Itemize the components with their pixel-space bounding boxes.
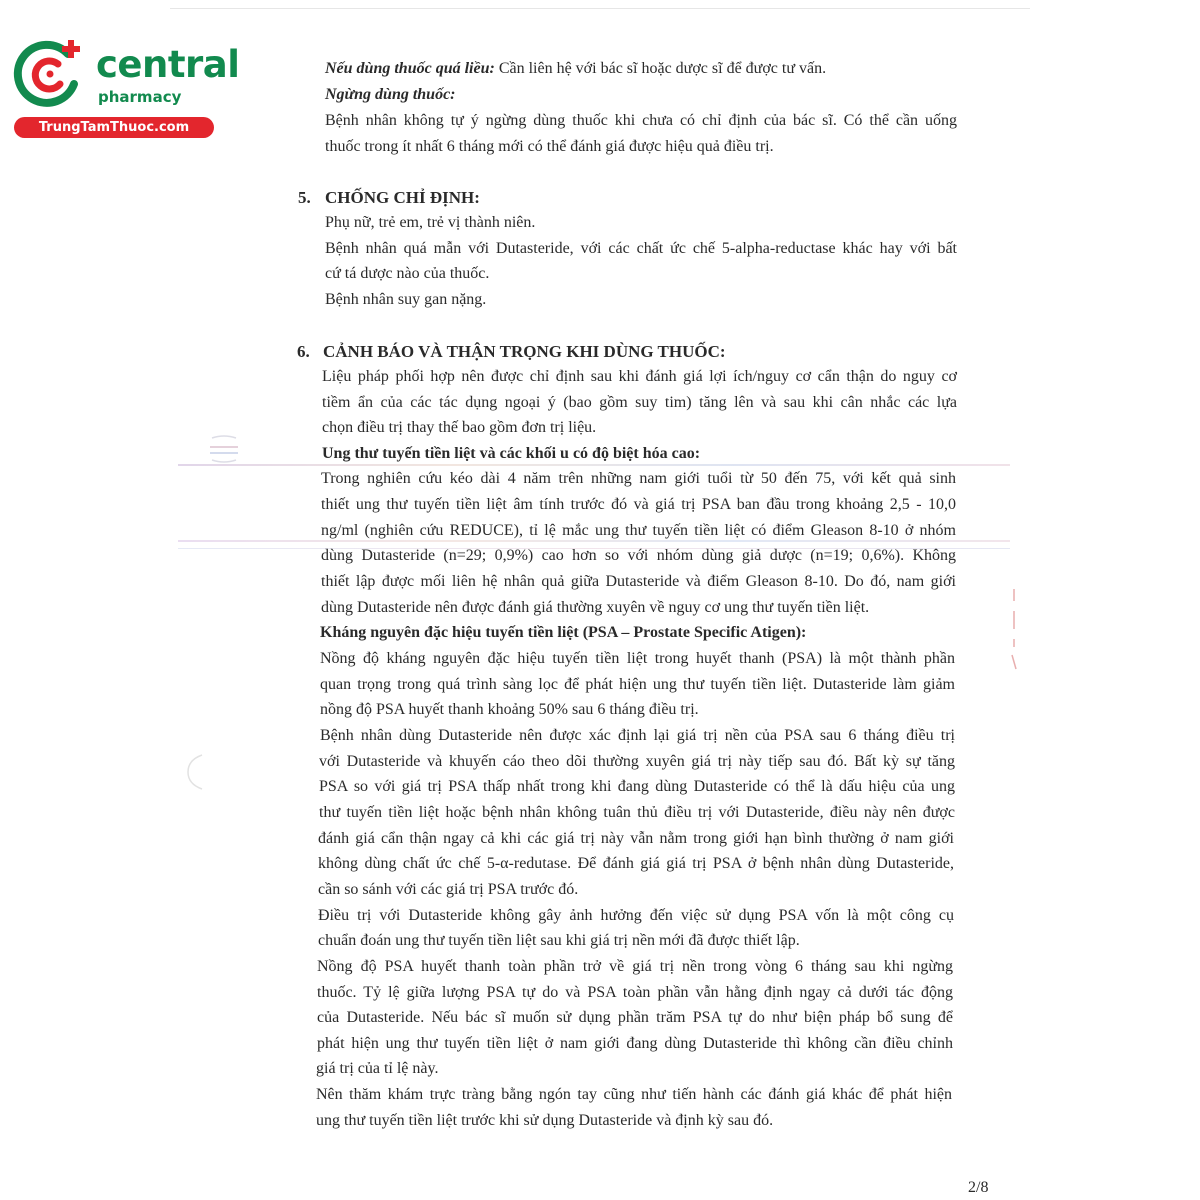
paragraph-line: Phụ nữ, trẻ em, trẻ vị thành niên.: [325, 214, 536, 231]
scan-artifact-edge-mark: [1008, 585, 1024, 671]
paragraph-line: Bệnh nhân suy gan nặng.: [325, 291, 487, 308]
paragraph-line: Điều trị với Dutasteride không gây ảnh hưởng đến việc sử dụng PSA vốn là một công cụ: [318, 907, 954, 924]
scan-artifact-mark: [208, 434, 240, 464]
overdose-text: Cần liên hệ với bác sĩ hoặc dược sĩ để được tư vấn.: [494, 60, 827, 77]
overdose-line: [325, 58, 826, 80]
overdose-label: Nếu dùng thuốc quá liều:: [325, 60, 495, 77]
paragraph-line: tiềm ẩn của các tác dụng ngoại ý (bao gồm suy tim) tăng lên và sau khi cân nhắc các lựa: [322, 394, 957, 411]
paragraph-line: đánh giá cẩn thận ngay cả khi các giá trị này vẫn nằm trong giới hạn bình thường ở nam giới: [318, 830, 954, 847]
paragraph-line: chuẩn đoán ung thư tuyến tiền liệt sau khi giá trị nền mới đã được thiết lập.: [318, 932, 800, 949]
paragraph-line: dùng Dutasteride nên được đánh giá thường xuyên về nguy cơ ung thư tuyến tiền liệt.: [321, 599, 870, 616]
paragraph-line: không dùng chất ức chế 5-α-redutase. Để đánh giá giá trị PSA ở bệnh nhân dùng Dutasteride,: [318, 855, 954, 872]
paragraph-line: Bệnh nhân quá mẫn với Dutasteride, với các chất ức chế 5-alpha-reductase khác hay với bất: [325, 240, 957, 257]
paragraph-line: cứ tá dược nào của thuốc.: [325, 265, 490, 282]
scan-artifact-bracket: [184, 752, 206, 792]
paragraph-line: ung thư tuyến tiền liệt trước khi sử dụng Dutasteride và định kỳ sau đó.: [316, 1112, 774, 1129]
paragraph-line: thiết lập được mối liên hệ nhân quả giữa Dutasteride và điểm Gleason 8-10. Do đó, nam giới: [321, 573, 956, 590]
stop-label: Ngừng dùng thuốc:: [325, 86, 456, 103]
paragraph-line: Nên thăm khám trực tràng bằng ngón tay cũng như tiến hành các đánh giá khác để phát hiện: [316, 1086, 952, 1103]
pharmacy-logo[interactable]: [10, 34, 240, 140]
subheading: Kháng nguyên đặc hiệu tuyến tiền liệt (PSA – Prostate Specific Atigen):: [320, 624, 807, 641]
paragraph-line: của Dutasteride. Nếu bác sĩ muốn sử dụng phần trăm PSA tự do như biện pháp bổ sung để: [317, 1009, 953, 1026]
paragraph-line: thiết ung thư tuyến tiền liệt âm tính trước đó và giá trị PSA ban đầu trong khoảng 2,5 - 10,0: [321, 496, 956, 513]
paragraph-line: Bệnh nhân không tự ý ngừng dùng thuốc khi chưa có chỉ định của bác sĩ. Có thể cần uống: [325, 112, 957, 129]
page-number: 2/8: [968, 1179, 989, 1196]
paragraph-line: phát hiện ung thư tuyến tiền liệt ở nam giới đang dùng Dutasteride thì không cần điều chỉnh: [317, 1035, 953, 1052]
brand-url-badge[interactable]: TrungTamThuoc.com: [14, 117, 214, 138]
section-number: 5.: [298, 188, 311, 207]
page-edge: [170, 8, 1030, 9]
paragraph-line: Nồng độ PSA huyết thanh toàn phần trở về giá trị nền trong vòng 6 tháng sau khi ngừng: [317, 958, 953, 975]
paragraph-line: thư tuyến tiền liệt hoặc bệnh nhân không tuân thủ điều trị với Dutasteride, điều này nên được: [319, 804, 955, 821]
section-number: 6.: [297, 342, 310, 361]
paragraph-line: chọn điều trị thay thế bao gồm đơn trị liệu.: [322, 419, 597, 436]
paragraph-line: Liệu pháp phối hợp nên được chỉ định sau khi đánh giá lợi ích/nguy cơ cẩn thận do nguy cơ: [322, 368, 957, 385]
section-heading: CẢNH BÁO VÀ THẬN TRỌNG KHI DÙNG THUỐC:: [323, 342, 726, 361]
paragraph-line: Trong nghiên cứu kéo dài 4 năm trên những nam giới tuổi từ 50 đến 75, với kết quả sinh: [321, 470, 956, 487]
paragraph-line: thuốc. Tỷ lệ giữa lượng PSA tự do và PSA toàn phần vẫn hằng định ngay cả dưới tác động: [317, 984, 953, 1001]
central-pharmacy-logo-icon: [10, 34, 90, 114]
paragraph-line: PSA so với giá trị PSA thấp nhất trong khi đang dùng Dutasteride có thể là dấu hiệu của ung: [319, 778, 955, 795]
paragraph-line: dùng Dutasteride (n=29; 0,9%) cao hơn so với nhóm dùng giả dược (n=19; 0,6%). Không: [321, 547, 956, 564]
brand-subtitle: pharmacy: [98, 88, 182, 106]
section-heading: CHỐNG CHỈ ĐỊNH:: [325, 188, 480, 207]
paragraph-line: nồng độ PSA huyết thanh khoảng 50% sau 6 tháng điều trị.: [320, 701, 699, 718]
paragraph-line: ng/ml (nghiên cứu REDUCE), tỉ lệ mắc ung thư tuyến tiền liệt có điểm Gleason 8-10 ở nhóm: [321, 522, 956, 539]
paragraph-line: Nồng độ kháng nguyên đặc hiệu tuyến tiền liệt trong huyết thanh (PSA) là một thành phần: [320, 650, 955, 667]
paragraph-line: Bệnh nhân dùng Dutasteride nên được xác định lại giá trị nền của PSA sau 6 tháng điều trị: [320, 727, 955, 744]
paragraph-line: thuốc trong ít nhất 6 tháng mới có thể đánh giá được hiệu quả điều trị.: [325, 138, 774, 155]
brand-name: central: [96, 43, 240, 86]
paragraph-line: giá trị của tỉ lệ này.: [316, 1060, 439, 1077]
paragraph-line: với Dutasteride và khuyến cáo theo dõi thường xuyên giá trị này tiếp sau đó. Bất kỳ sự tăng: [319, 753, 955, 770]
subheading: Ung thư tuyến tiền liệt và các khối u có độ biệt hóa cao:: [322, 445, 701, 462]
paragraph-line: cần so sánh với các giá trị PSA trước đó.: [318, 881, 579, 898]
paragraph-line: quan trọng trong quá trình sàng lọc để phát hiện ung thư tuyến tiền liệt. Dutasteride làm giảm: [320, 676, 955, 693]
